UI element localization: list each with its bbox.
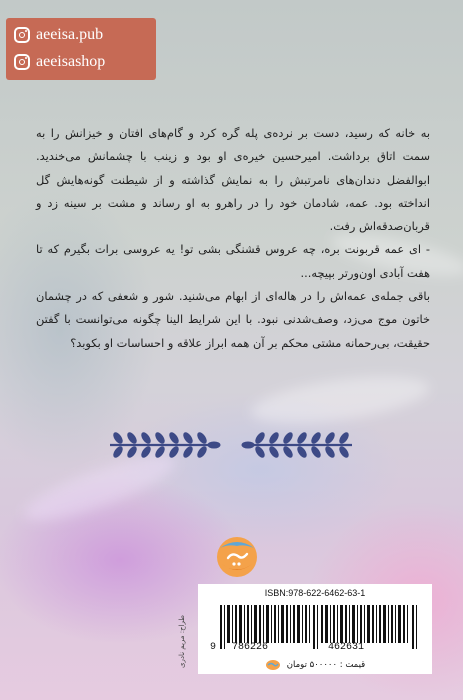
instagram-icon xyxy=(14,54,30,70)
publisher-mini-logo-icon xyxy=(265,659,281,671)
social-row-shop[interactable] xyxy=(14,51,105,73)
instagram-handle-shop[interactable]: aeeisashop xyxy=(36,53,106,70)
price-label: قیمت : ۵۰۰۰۰۰ تومان xyxy=(286,660,366,670)
light-streak xyxy=(248,368,432,433)
price-row xyxy=(198,658,432,672)
publisher-logo-icon xyxy=(214,534,260,580)
barcode-digits-left: 786226 xyxy=(232,642,269,653)
barcode-panel xyxy=(198,584,432,674)
vine-ornament-icon xyxy=(106,432,356,458)
blurb-text xyxy=(36,122,430,355)
blurb-paragraph: باقی جمله‌ی عمه‌اش را در هاله‌ای از ابهام می‌شنید. شور و شعفی که در چشمان خاتون موج می‌زد، وصف‌شدنی نبود. با این شرایط الینا چگونه می‌توانست با گفتن حقیقت، بی‌رحمانه مشتی محکم بر آن همه ابراز علاقه و احساسات او بکوبد؟ xyxy=(36,289,430,350)
instagram-icon xyxy=(14,27,30,43)
blurb-paragraph: به خانه که رسید، دست بر نرده‌ی پله گره کرد و گام‌های افتان و خیزانش را به سمت اتاق برداشت. امیرحسین خیره‌ی او بود و زینب با چشمانش می‌خندید. ابوالفضل دندان‌های نامرتبش را به نمایش گذاشته و از شیطنت گونه‌هایش گل انداخته بود. عمه، شادمان خود را در راهرو به او رساند و مشت بر سینه زد و قربان‌صدقه‌اش رفت. xyxy=(36,126,430,234)
designer-credit: طراح: مریم نادری xyxy=(178,615,186,668)
isbn-label: ISBN:978-622-6462-63-1 xyxy=(264,588,366,598)
barcode-digits-right: 462631 xyxy=(328,642,365,653)
barcode-digit-first: 9 xyxy=(210,642,217,653)
instagram-handle-pub[interactable]: aeeisa.pub xyxy=(36,26,104,43)
social-row-pub[interactable] xyxy=(14,24,103,46)
blurb-paragraph: - ای عمه قربونت بره، چه عروس قشنگی بشی تو! یه عروسی برات بگیرم که تا هفت آبادی اون‌ورتر بپیچه... xyxy=(36,242,430,280)
social-handles-box xyxy=(6,18,156,80)
